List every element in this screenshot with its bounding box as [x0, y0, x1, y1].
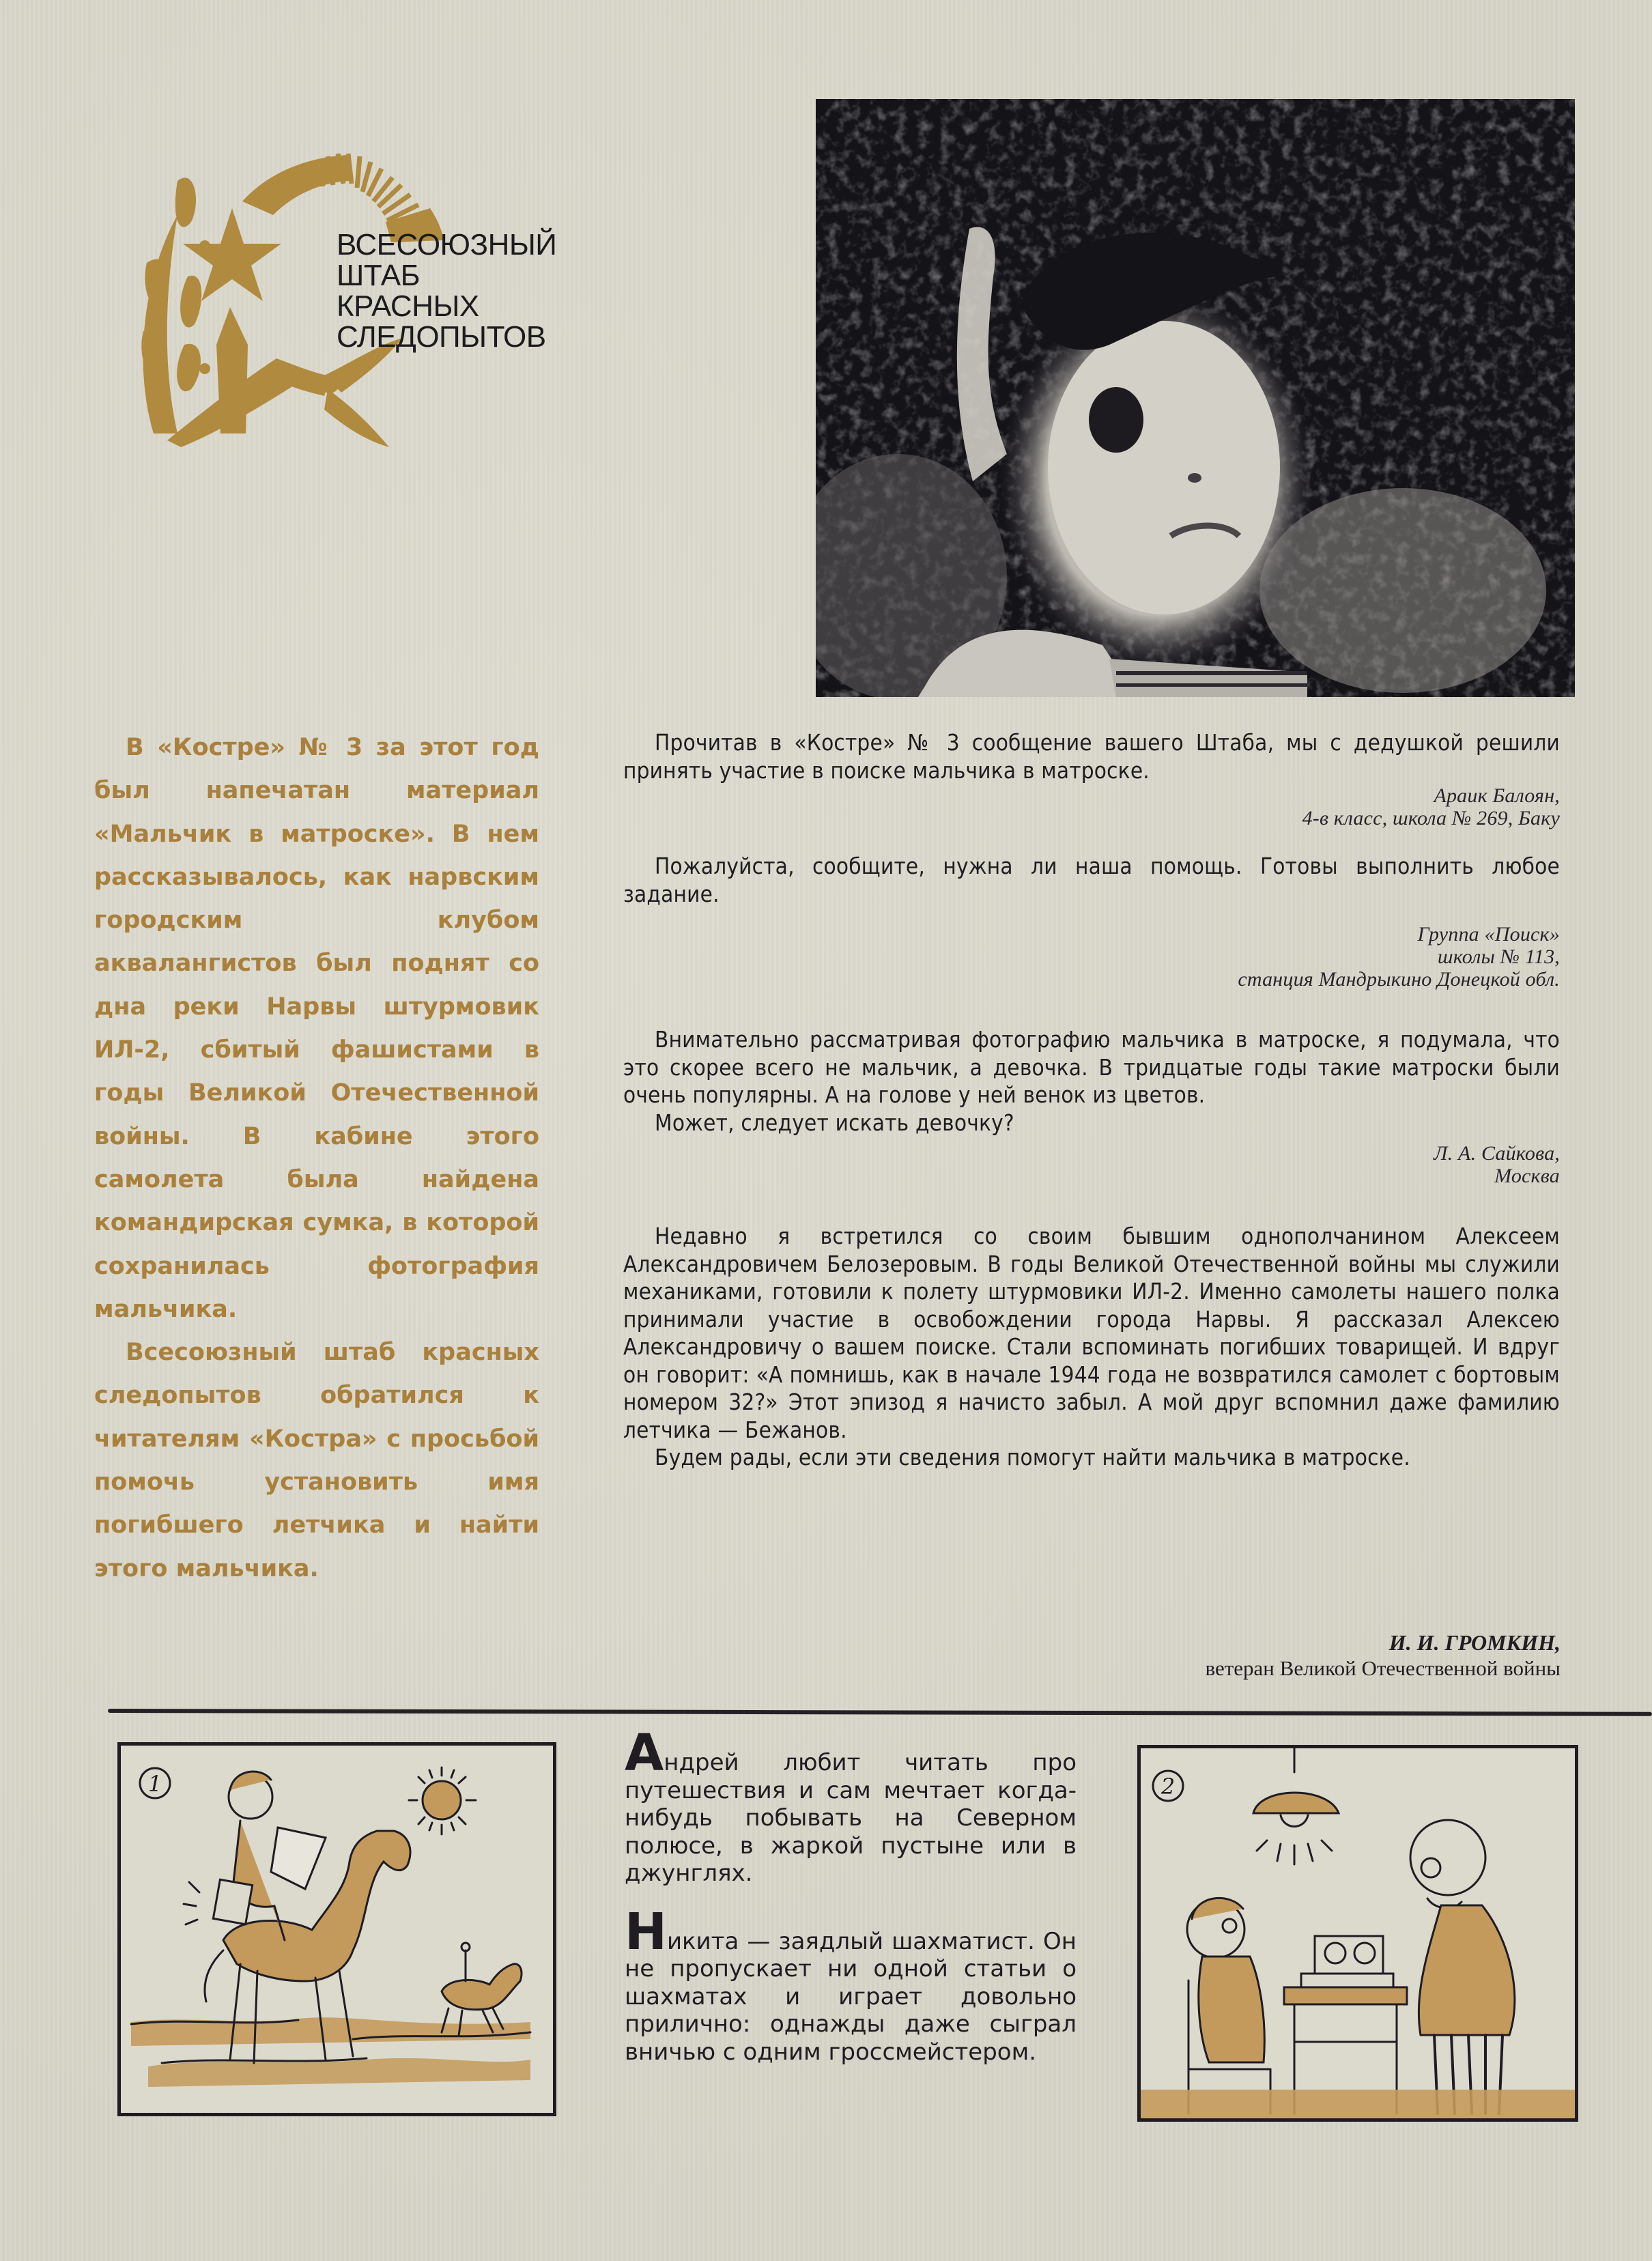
- signature-line: Группа «Поиск»: [1417, 923, 1560, 945]
- comic-panel-camel: [117, 1742, 556, 2116]
- letter-paragraph: Прочитав в «Костре» № 3 сообщение вашего Штаба, мы с дедушкой решили принять участие в поиске мальчика в матроске.: [623, 729, 1560, 784]
- logo-line: ВСЕСОЮЗНЫЙ: [337, 228, 557, 261]
- drop-cap: А: [625, 1724, 664, 1782]
- intro-paragraph: Всесоюзный штаб красных следопытов обратился к читателям «Костра» с просьбой помочь установить имя погибшего летчика и найти этого мальчика.: [94, 1339, 539, 1582]
- letter-paragraph: Внимательно рассматривая фотографию мальчика в матроске, я подумала, что это скорее всего не мальчик, а девочка. В тридцатые годы такие матроски были очень популярны. А на голове у ней венок из цветов.: [623, 1026, 1560, 1108]
- story-andrey: [625, 1724, 1077, 1888]
- letter-signature: [623, 1142, 1560, 1187]
- story-text: икита — заядлый шахматист. Он не пропускает ни одной статьи о шахматах и играет довольно прилично: однажды даже сыграл вничью с одним гроссмейстером.: [625, 1927, 1077, 2066]
- letter-paragraph: Может, следует искать девочку?: [655, 1109, 1014, 1136]
- letter-signature: [623, 923, 1560, 991]
- signature-line: 4-в класс, школа № 269, Баку: [1302, 807, 1560, 829]
- letter-paragraph: Недавно я встретился со своим бывшим однополчанином Алексеем Александровичем Белозеровым. В годы Великой Отечественной войны мы служили механиками, готовили к полету штурмовики ИЛ-2. Именно самолеты нашего полка принимали участие в освобождении города Нарвы. Я рассказал Алексею Александровичу о вашем поиске. Стали вспоминать погибших товарищей. И вдруг он говорит: «А помнишь, как в начале 1944 года не возвратился самолет с бортовым номером 32?» Этот эпизод я начисто забыл. А мой друг вспомнил даже фамилию летчика — Бежанов.: [623, 1223, 1560, 1443]
- veteran-signature: [1024, 1629, 1561, 1681]
- signature-role: ветеран Великой Отечественной войны: [1205, 1656, 1561, 1680]
- kids-stories: [625, 1724, 1077, 2066]
- pathfinders-logo-text: [337, 229, 610, 352]
- drop-cap: Н: [625, 1902, 667, 1961]
- child-portrait-image: [816, 99, 1575, 697]
- logo-line: ШТАБ: [337, 259, 420, 292]
- reader-letters: [623, 729, 1560, 1472]
- letter-1: [623, 729, 1560, 829]
- section-divider: [108, 1709, 1652, 1716]
- letter-paragraph: Будем рады, если эти сведения помогут найти мальчика в матроске.: [655, 1444, 1410, 1470]
- signature-line: Араик Балоян,: [1434, 784, 1560, 807]
- panel-number: 1: [147, 1771, 162, 1797]
- signature-line: Л. А. Сайкова,: [1434, 1142, 1560, 1165]
- chess-game-illustration: [1141, 1748, 1575, 2118]
- letter-2: [623, 853, 1560, 991]
- story-nikita: [625, 1902, 1077, 2066]
- story-text: ндрей любит читать про путешествия и сам мечтает когда-нибудь побывать на Северном полюсе, в жаркой пустыне или в джунглях.: [625, 1749, 1077, 1887]
- boy-riding-camel-illustration: [121, 1746, 553, 2113]
- archival-photo: [816, 99, 1575, 697]
- signature-name: И. И. ГРОМКИН,: [1388, 1630, 1561, 1655]
- letter-signature: [623, 784, 1560, 829]
- signature-line: станция Мандрыкино Донецкой обл.: [1238, 968, 1560, 991]
- intro-paragraph: В «Костре» № 3 за этот год был напечатан материал «Мальчик в матроске». В нем рассказывалось, как нарвским городским клубом аквалангистов был поднят со дна реки Нарвы штурмовик ИЛ-2, сбитый фашистами в годы Великой Отечественной войны. В кабине этого самолета была найдена командирская сумка, в которой сохранилась фотография мальчика.: [94, 734, 539, 1323]
- comic-panel-chess: [1137, 1745, 1578, 2122]
- letter-3: [623, 1026, 1560, 1187]
- letter-paragraph: Пожалуйста, сообщите, нужна ли наша помощь. Готовы выполнить любое задание.: [623, 853, 1560, 907]
- panel-number: 2: [1160, 1774, 1176, 1800]
- letter-4: [623, 1223, 1560, 1472]
- signature-line: Москва: [1494, 1165, 1560, 1187]
- logo-line: СЛЕДОПЫТОВ: [337, 320, 546, 354]
- logo-line: КРАСНЫХ: [337, 289, 479, 323]
- intro-column: [94, 726, 539, 1591]
- signature-line: школы № 113,: [1437, 945, 1560, 968]
